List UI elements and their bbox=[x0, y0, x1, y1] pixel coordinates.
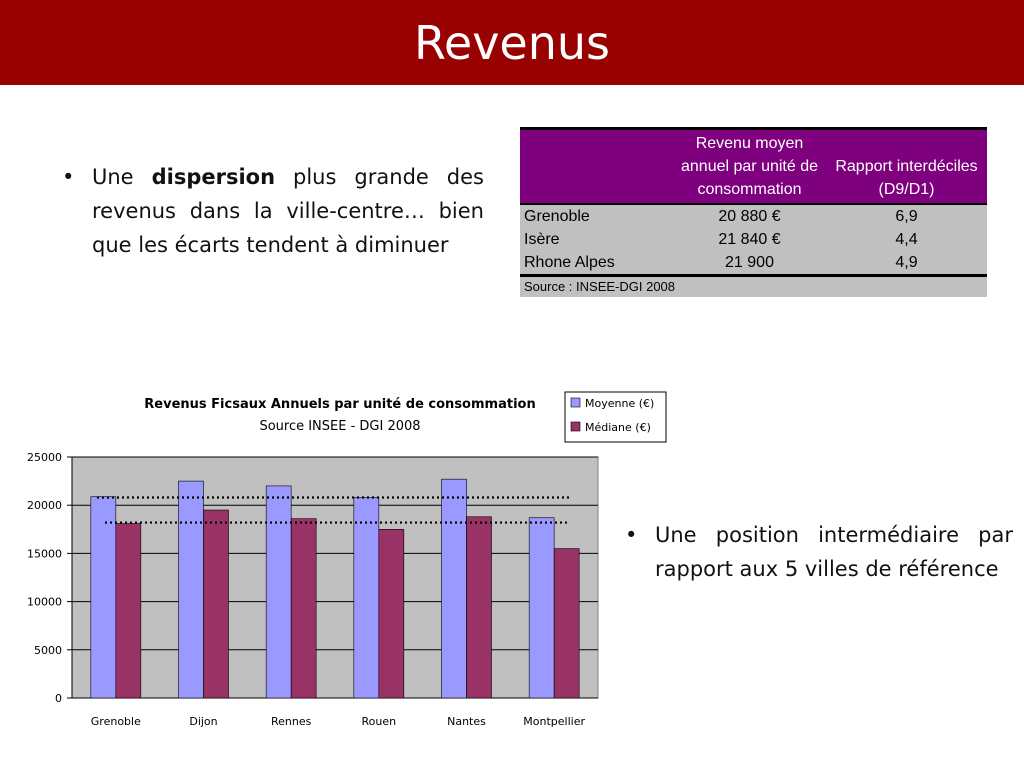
header-empty bbox=[520, 129, 673, 205]
table-row bbox=[520, 228, 987, 251]
bullet-marker: • bbox=[625, 523, 638, 547]
table-source-row bbox=[520, 276, 987, 298]
x-tick-label: Nantes bbox=[447, 715, 486, 728]
bar-moyenne bbox=[529, 518, 554, 698]
bullet-suffix: plus grande des revenus dans la ville-centre… bien que les écarts tendent à diminuer bbox=[92, 165, 484, 257]
bar-moyenne bbox=[179, 481, 204, 698]
cell-rapport: 4,9 bbox=[826, 251, 987, 276]
bar-moyenne bbox=[91, 497, 116, 698]
cell-revenu: 21 840 € bbox=[673, 228, 826, 251]
y-tick-label: 5000 bbox=[34, 643, 62, 657]
revenue-chart bbox=[10, 385, 670, 740]
bullet-dispersion bbox=[62, 160, 484, 262]
bar-moyenne bbox=[354, 497, 379, 698]
y-tick-label: 20000 bbox=[27, 499, 62, 513]
legend-swatch bbox=[571, 422, 580, 431]
table-row bbox=[520, 251, 987, 276]
bar-mediane bbox=[204, 510, 229, 698]
x-tick-label: Rouen bbox=[361, 715, 397, 728]
chart-title: Revenus Ficsaux Annuels par unité de consommation bbox=[144, 397, 536, 412]
chart-subtitle: Source INSEE - DGI 2008 bbox=[259, 419, 421, 434]
cell-rapport: 6,9 bbox=[826, 204, 987, 228]
bar-mediane bbox=[554, 549, 579, 698]
bar-mediane bbox=[467, 517, 492, 698]
plot-area bbox=[27, 451, 598, 728]
header-rapport: Rapport interdéciles (D9/D1) bbox=[826, 129, 987, 205]
cell-revenu: 21 900 bbox=[673, 251, 826, 276]
cell-name: Grenoble bbox=[520, 204, 673, 228]
bullet-prefix: Une bbox=[92, 165, 152, 189]
x-tick-label: Dijon bbox=[189, 715, 218, 728]
legend-label: Moyenne (€) bbox=[585, 397, 655, 410]
x-tick-label: Rennes bbox=[270, 715, 312, 728]
chart-legend bbox=[565, 392, 666, 442]
bar-mediane bbox=[291, 519, 316, 698]
y-tick-label: 15000 bbox=[27, 547, 62, 561]
chart-svg bbox=[10, 385, 670, 740]
table-row bbox=[520, 204, 987, 228]
bar-moyenne bbox=[442, 479, 467, 698]
bullet-text: Une position intermédiaire par rapport aux 5 villes de référence bbox=[655, 523, 1013, 581]
legend-label: Médiane (€) bbox=[585, 421, 651, 434]
legend-swatch bbox=[571, 398, 580, 407]
cell-rapport: 4,4 bbox=[826, 228, 987, 251]
header-revenu: Revenu moyen annuel par unité de consommation bbox=[673, 129, 826, 205]
title-band bbox=[0, 0, 1024, 85]
bullet-marker: • bbox=[62, 165, 75, 189]
cell-name: Isère bbox=[520, 228, 673, 251]
bar-mediane bbox=[379, 529, 404, 698]
cell-revenu: 20 880 € bbox=[673, 204, 826, 228]
y-tick-label: 10000 bbox=[27, 595, 62, 609]
y-tick-label: 0 bbox=[55, 692, 62, 705]
bullet-position bbox=[625, 518, 1013, 586]
slide-title: Revenus bbox=[414, 16, 610, 70]
table-source: Source : INSEE-DGI 2008 bbox=[520, 276, 987, 298]
table-header-row bbox=[520, 129, 987, 205]
cell-name: Rhone Alpes bbox=[520, 251, 673, 276]
bullet-bold-word: dispersion bbox=[151, 165, 276, 189]
plot-background bbox=[72, 457, 598, 698]
y-tick-label: 25000 bbox=[27, 451, 62, 464]
x-tick-label: Grenoble bbox=[90, 715, 141, 728]
x-tick-label: Montpellier bbox=[523, 715, 586, 728]
bar-moyenne bbox=[266, 486, 291, 698]
revenue-table bbox=[520, 127, 987, 297]
bar-mediane bbox=[116, 524, 141, 698]
